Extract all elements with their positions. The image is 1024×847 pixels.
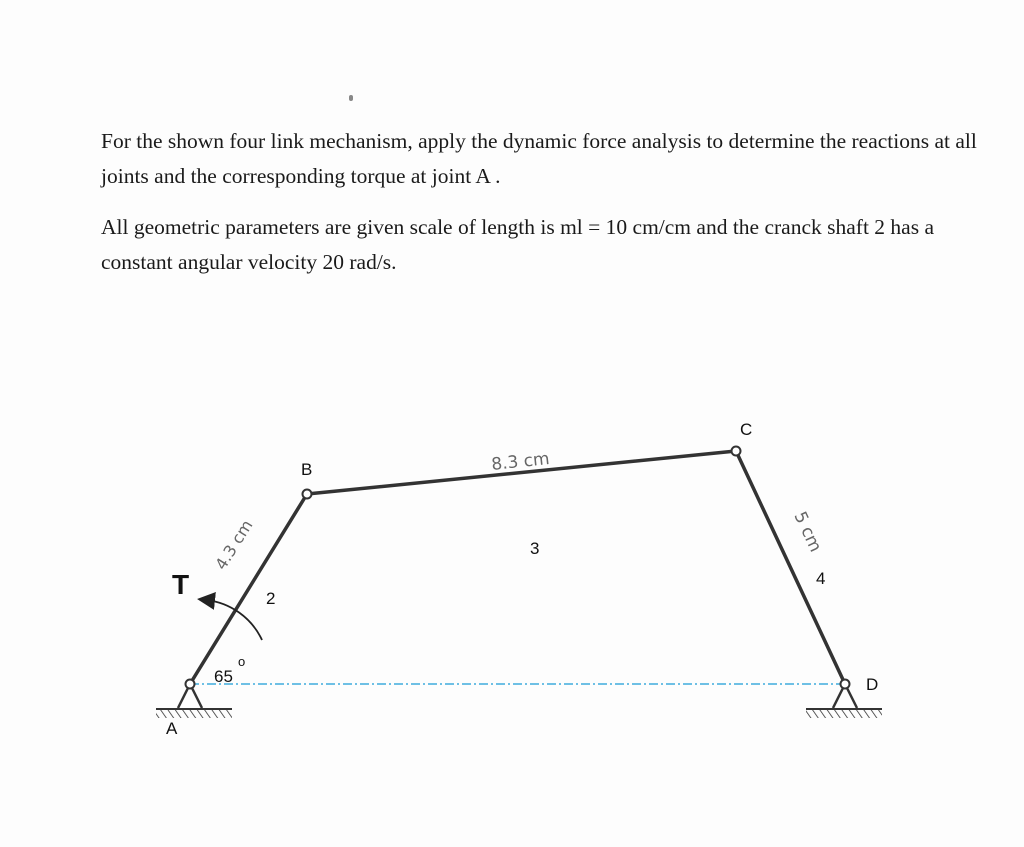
pin-joint-d <box>841 680 850 689</box>
ground-support-a <box>156 684 232 718</box>
link-label-3: 3 <box>530 539 540 558</box>
handwritten-rocker-length: 5 cm <box>789 508 826 556</box>
joint-label-b: B <box>301 460 313 479</box>
link-4-rocker <box>736 451 845 684</box>
pin-joint-c <box>732 447 741 456</box>
pin-joint-b <box>303 490 312 499</box>
joint-label-c: C <box>740 420 753 439</box>
link-label-4: 4 <box>816 569 826 588</box>
handwritten-coupler-length: 8.3 cm <box>490 448 551 475</box>
angle-value: 65 <box>214 667 233 686</box>
angle-degree-mark: o <box>238 654 246 669</box>
handwritten-crank-length: 4.3 cm <box>211 516 257 574</box>
pin-joint-a <box>186 680 195 689</box>
problem-paragraph-1: For the shown four link mechanism, apply the dynamic force analysis to determine the reactions at all joints and the corresponding torque at joint A . <box>101 129 977 188</box>
torque-arrow <box>206 600 262 640</box>
torque-label: T <box>172 569 190 600</box>
problem-paragraph-2: All geometric parameters are given scale of length is ml = 10 cm/cm and the cranck shaft 2 has a constant angular velocity 20 rad/s. <box>101 215 934 274</box>
joint-label-d: D <box>866 675 879 694</box>
joint-label-a: A <box>166 719 178 738</box>
link-label-2: 2 <box>266 589 276 608</box>
